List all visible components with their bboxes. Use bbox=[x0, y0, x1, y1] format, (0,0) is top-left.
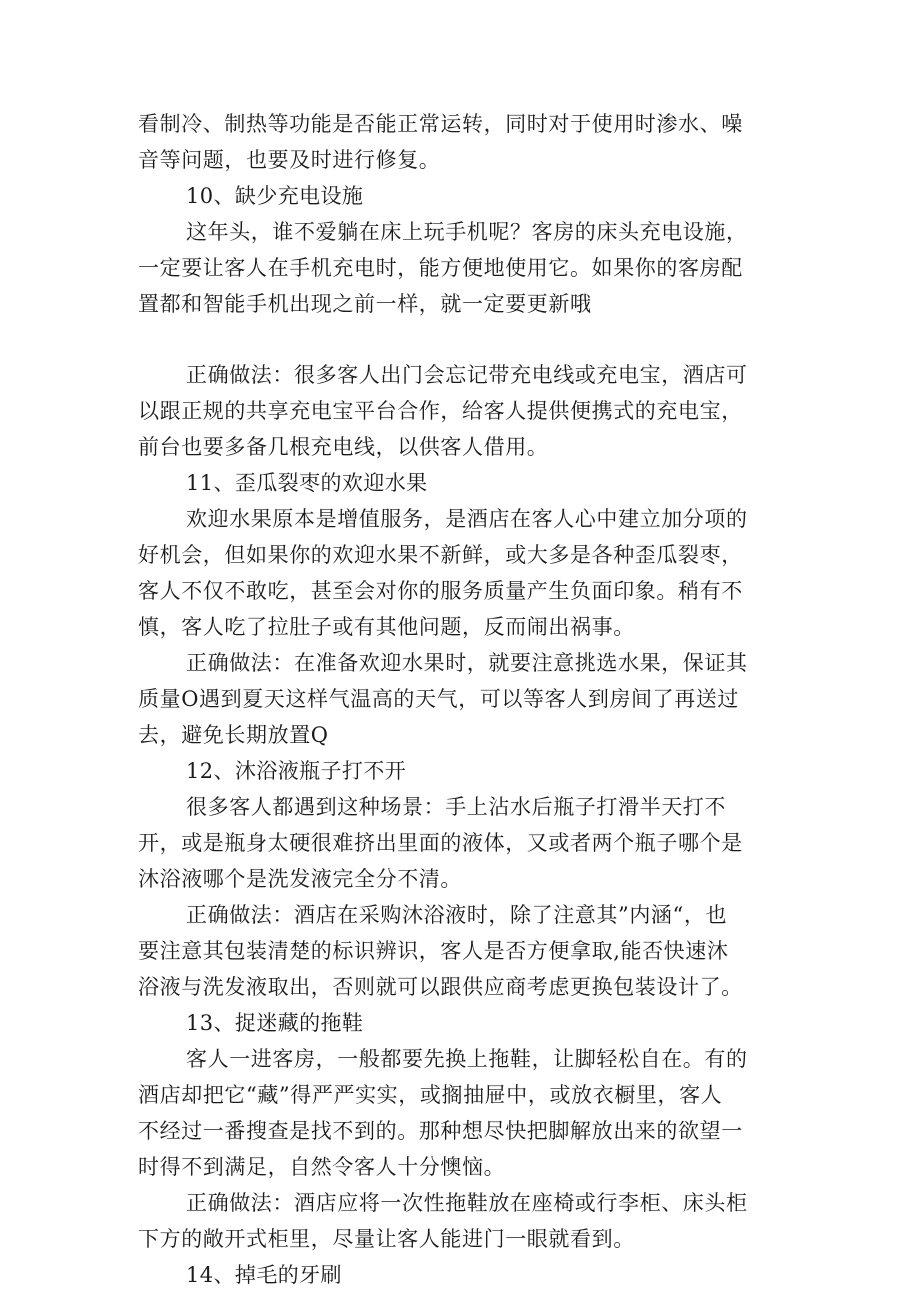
text-line: 很多客人都遇到这种场景：手上沾水后瓶子打滑半天打不 bbox=[186, 795, 726, 819]
text-line: 要注意其包装清楚的标识辨识，客人是否方便拿取,能否快速沐 bbox=[138, 939, 729, 963]
section-heading: 10、缺少充电设施 bbox=[186, 184, 364, 208]
text-line: 置都和智能手机出现之前一样，就一定要更新哦 bbox=[138, 292, 592, 316]
text-line: 客人不仅不敢吃，甚至会对你的服务质量产生负面印象。稍有不 bbox=[138, 579, 743, 603]
text-line: 下方的敞开式柜里，尽量让客人能进门一眼就看到。 bbox=[138, 1227, 635, 1251]
text-line: 沐浴液哪个是洗发液完全分不清。 bbox=[138, 867, 462, 891]
text-line: 好机会，但如果你的欢迎水果不新鲜，或大多是各种歪瓜裂枣， bbox=[138, 543, 743, 567]
text-line: 音等问题，也要及时进行修复。 bbox=[138, 148, 441, 172]
text-line: 客人一进客房，一般都要先换上拖鞋，让脚轻松自在。有的 bbox=[186, 1047, 748, 1071]
text-line: 正确做法：很多客人出门会忘记带充电线或充电宝，酒店可 bbox=[186, 363, 748, 387]
section-heading: 13、捉迷藏的拖鞋 bbox=[186, 1011, 364, 1035]
text-line: 前台也要多备几根充电线，以供客人借用。 bbox=[138, 435, 549, 459]
text-line: 正确做法：在准备欢迎水果时，就要注意挑选水果，保证其 bbox=[186, 651, 748, 675]
text-line: 浴液与洗发液取出，否则就可以跟供应商考虑更换包装设计了。 bbox=[138, 975, 743, 999]
text-line: 慎，客人吃了拉肚子或有其他问题，反而闹出祸事。 bbox=[138, 615, 635, 639]
section-heading: 14、掉毛的牙刷 bbox=[186, 1263, 342, 1287]
text-line: 以跟正规的共享充电宝平台合作，给客人提供便携式的充电宝， bbox=[138, 399, 743, 423]
text-line: 正确做法：酒店在采购沐浴液时，除了注意其”内涵“，也 bbox=[186, 903, 728, 927]
text-line: 不经过一番搜查是找不到的。那种想尽快把脚解放出来的欲望一 bbox=[138, 1119, 743, 1143]
text-line: 时得不到满足，自然令客人十分懊恼。 bbox=[138, 1155, 506, 1179]
section-heading: 12、沐浴液瓶子打不开 bbox=[186, 759, 407, 783]
section-heading: 11、歪瓜裂枣的欢迎水果 bbox=[186, 471, 428, 495]
text-line: 这年头，谁不爱躺在床上玩手机呢？客房的床头充电设施， bbox=[186, 220, 748, 244]
text-line: 质量O遇到夏天这样气温高的天气，可以等客人到房间了再送过 bbox=[138, 687, 740, 711]
text-line: 一定要让客人在手机充电时，能方便地使用它。如果你的客房配 bbox=[138, 256, 743, 280]
text-line: 开，或是瓶身太硬很难挤出里面的液体，又或者两个瓶子哪个是 bbox=[138, 831, 743, 855]
text-line: 看制冷、制热等功能是否能正常运转，同时对于使用时渗水、噪 bbox=[138, 112, 743, 136]
text-line: 酒店却把它“藏”得严严实实，或搁抽屉中，或放衣橱里，客人 bbox=[138, 1083, 723, 1107]
text-line: 欢迎水果原本是增值服务，是酒店在客人心中建立加分项的 bbox=[186, 507, 748, 531]
text-line: 正确做法：酒店应将一次性拖鞋放在座椅或行李柜、床头柜 bbox=[186, 1191, 748, 1215]
text-line: 去，避免长期放置Q bbox=[138, 723, 329, 747]
